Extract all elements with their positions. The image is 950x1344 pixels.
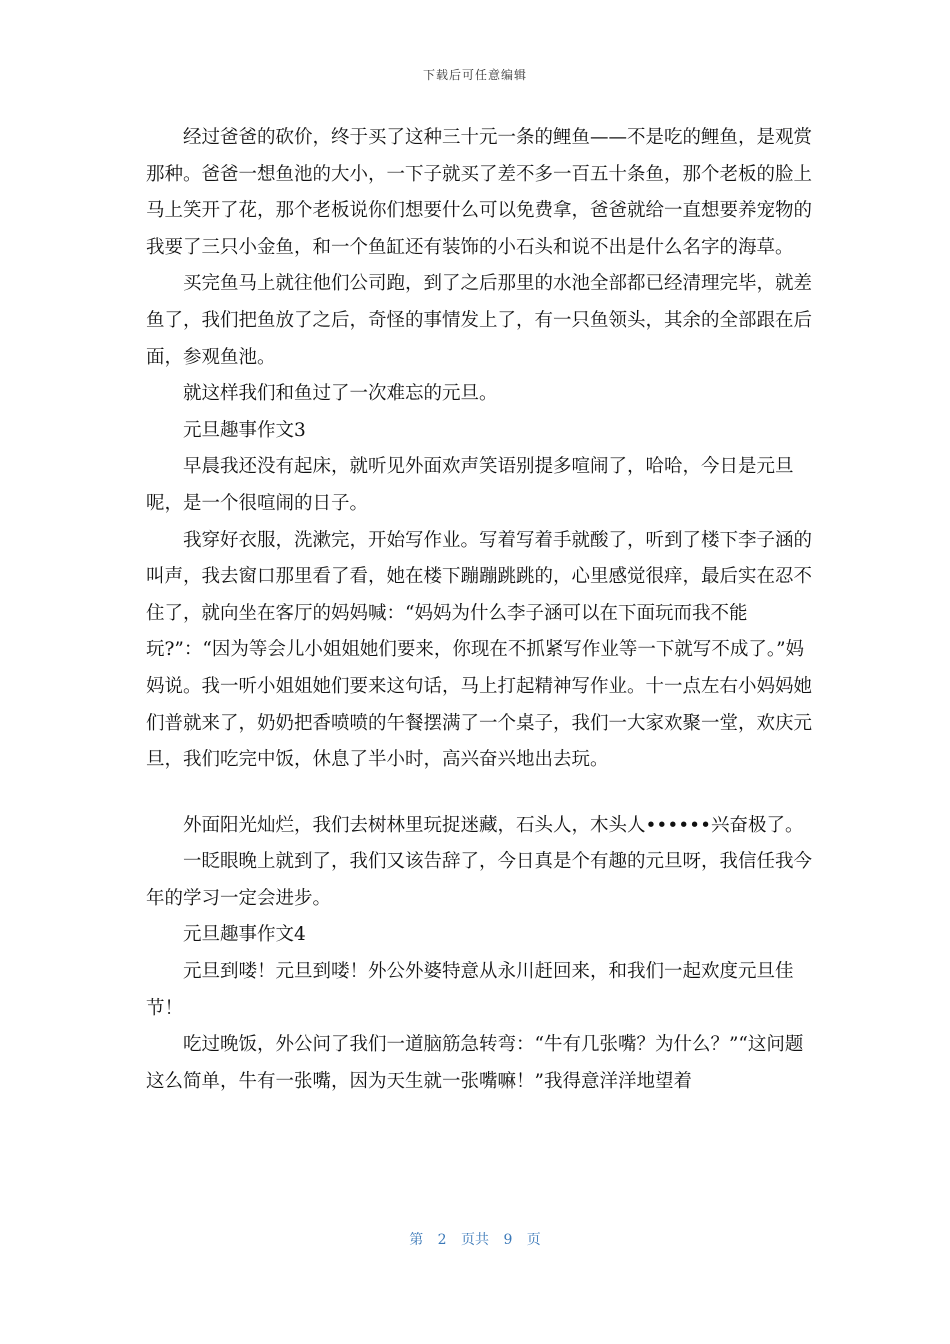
paragraph: 就这样我们和鱼过了一次难忘的元旦。 [183, 383, 498, 405]
paragraph: 买完鱼马上就往他们公司跑，到了之后那里的水池全部都已经清理完毕，就差鱼了，我们把鱼放了之后，奇怪的事情发上了，有一只鱼领头，其余的全部跟在后面，参观鱼池。 [146, 273, 813, 368]
page-header: 下载后可任意编辑 [422, 68, 527, 82]
paragraph: 我穿好衣服，洗漱完，开始写作业。写着写着手就酸了，听到了楼下李子涵的叫声，我去窗口那里看了看，她在楼下蹦蹦跳跳的，心里感觉很痒，最后实在忍不住了，就向坐在客厅的妈妈喊：“妈妈为什么李子涵可以在下面玩而我不能玩?”：“因为等会儿小姐姐她们要来，你现在不抓紧写作业等一下就写不成了。”妈妈说。我一听小姐姐她们要来这句话，马上打起精神写作业。十一点左右小妈妈她们普就来了，奶奶把香喷喷的午餐摆满了一个桌子，我们一大家欢聚一堂，欢庆元旦，我们吃完中饭，休息了半小时，高兴奋兴地出去玩。 [146, 529, 813, 771]
paragraph: 元旦到喽！元旦到喽！外公外婆特意从永川赶回来，和我们一起欢度元旦佳节！ [146, 961, 794, 1019]
page-footer: 第 2 页共 9 页 [409, 1232, 541, 1248]
article-body [146, 120, 812, 1100]
paragraph: 外面阳光灿烂，我们去树林里玩捉迷藏，石头人，木头人••••••兴奋极了。 [183, 814, 804, 836]
paragraph: 经过爸爸的砍价，终于买了这种三十元一条的鲤鱼——不是吃的鲤鱼，是观赏那种。爸爸一想鱼池的大小，一下子就买了差不多一百五十条鱼，那个老板的脸上马上笑开了花，那个老板说你们想要什么可以免费拿，爸爸就给一直想要养宠物的我要了三只小金鱼，和一个鱼缸还有装饰的小石头和说不出是什么名字的海草。 [146, 127, 813, 258]
paragraph: 早晨我还没有起床，就听见外面欢声笑语别提多喧闹了，哈哈，今日是元旦呢，是一个很喧闹的日子。 [146, 456, 794, 514]
paragraph: 一眨眼晚上就到了，我们又该告辞了，今日真是个有趣的元旦呀，我信任我今年的学习一定会进步。 [146, 851, 813, 909]
section-heading: 元旦趣事作文4 [183, 924, 306, 946]
paragraph: 吃过晚饭，外公问了我们一道脑筋急转弯：“牛有几张嘴？为什么？”“这问题这么简单，牛有一张嘴，因为天生就一张嘴嘛！”我得意洋洋地望着 [146, 1034, 804, 1092]
section-heading: 元旦趣事作文3 [183, 419, 306, 441]
